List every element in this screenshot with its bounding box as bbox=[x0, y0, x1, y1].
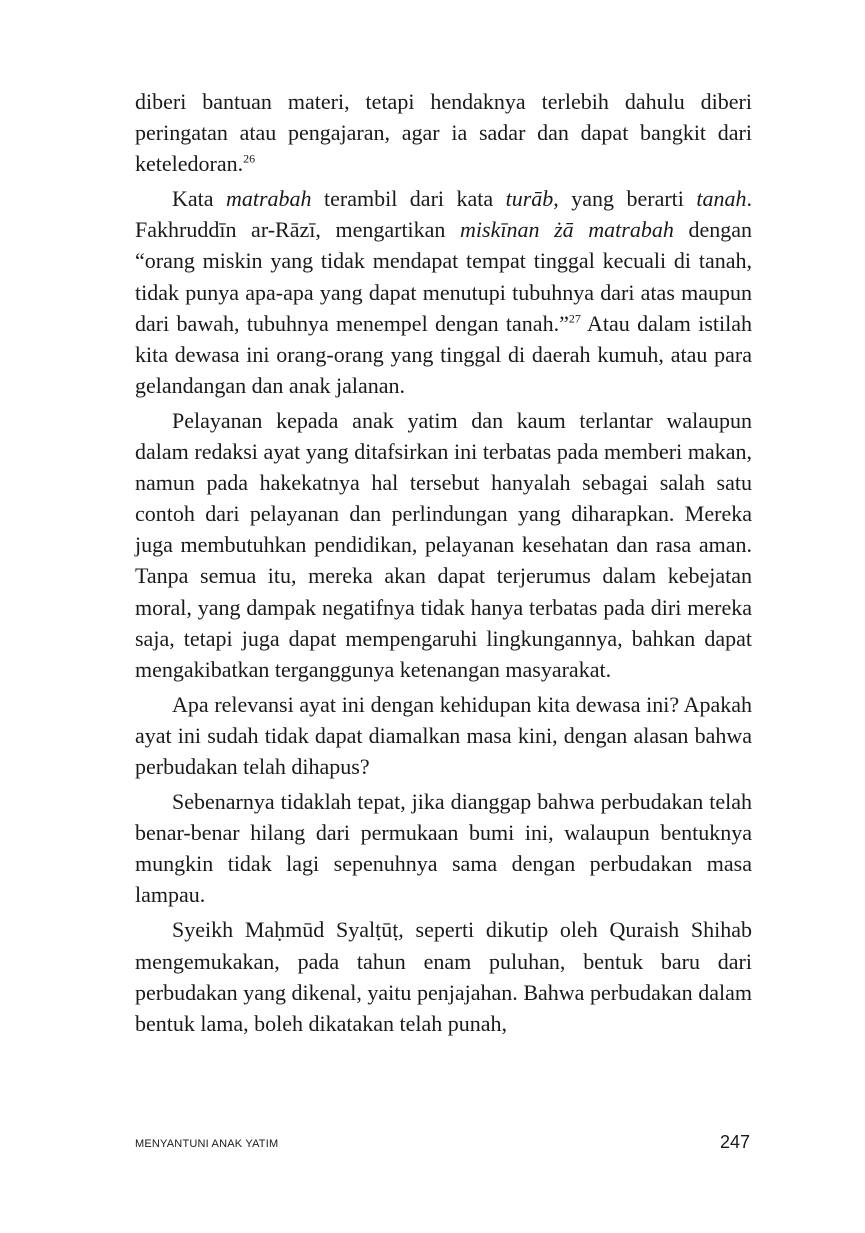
text-segment: Sebenarnya tidaklah tepat, jika dianggap bahwa perbudakan telah benar-benar hilang dari permukaan bumi ini, walaupun bentuknya mungkin tidak lagi sepenuhnya sama dengan perbudakan masa lampau. bbox=[135, 789, 752, 908]
page-number: 247 bbox=[719, 1132, 750, 1152]
text-segment: Apa relevansi ayat ini dengan kehidupan kita dewasa ini? Apakah ayat ini sudah tidak dapat diamalkan masa kini, dengan alasan bahwa perbudakan telah dihapus? bbox=[135, 691, 752, 779]
text-segment: Atau dalam istilah kita dewasa ini orang-orang yang tinggal di daerah kumuh, atau para gelandangan dan anak jalanan. bbox=[135, 310, 752, 398]
italic-term: matrabah bbox=[226, 186, 312, 212]
paragraph-p6 bbox=[135, 914, 752, 1038]
body-text bbox=[135, 86, 752, 1039]
footnote-marker: 26 bbox=[243, 151, 256, 166]
footnote-marker: 27 bbox=[568, 311, 581, 326]
italic-term: miskīnan żā matrabah bbox=[460, 217, 674, 243]
paragraph-p1 bbox=[135, 86, 752, 179]
text-segment: . Fakhruddīn ar-Rāzī, mengartikan bbox=[135, 186, 753, 243]
text-segment: Syeikh Maḥmūd Syalṭūṭ, seperti dikutip oleh Quraish Shihab mengemukakan, pada tahun enam puluhan, bentuk baru dari perbudakan yang dikenal, yaitu penjajahan. Bahwa perbudakan dalam bentuk lama, boleh dikatakan telah punah, bbox=[135, 917, 752, 1036]
italic-term: turāb bbox=[505, 186, 554, 212]
italic-term: tanah bbox=[696, 186, 747, 212]
text-segment: , yang berarti bbox=[553, 186, 697, 212]
text-segment: terambil dari kata bbox=[311, 186, 506, 212]
paragraph-p5 bbox=[135, 786, 752, 910]
text-segment: dengan “orang miskin yang tidak mendapat tempat tinggal kecuali di tanah, tidak punya apa-apa yang dapat menutupi tubuhnya dari atas maupun dari bawah, tubuhnya menempel dengan tanah.” bbox=[135, 217, 753, 336]
text-segment: Kata bbox=[172, 186, 226, 212]
paragraph-p3 bbox=[135, 405, 752, 685]
paragraph-p4 bbox=[135, 689, 752, 782]
text-segment: Pelayanan kepada anak yatim dan kaum terlantar walaupun dalam redaksi ayat yang ditafsirkan ini terbatas pada memberi makan, namun pada hakekatnya hal tersebut hanyalah sebagai salah satu contoh dari pelayanan dan perlindungan yang diharapkan. Mereka juga membutuhkan pendidikan, pelayanan kesehatan dan rasa aman. Tanpa semua itu, mereka akan dapat terjerumus dalam kebejatan moral, yang dampak negatifnya tidak hanya terbatas pada diri mereka saja, tetapi juga dapat mempengaruhi lingkungannya, bahkan dapat mengakibatkan terganggunya ketenangan masyarakat. bbox=[135, 407, 752, 682]
paragraph-p2 bbox=[135, 183, 752, 401]
text-segment: diberi bantuan materi, tetapi hendaknya terlebih dahulu diberi peringatan atau pengajaran, agar ia sadar dan dapat bangkit dari keteledoran. bbox=[135, 89, 752, 177]
running-footer-title: MENYANTUNI ANAK YATIM bbox=[135, 1138, 279, 1150]
